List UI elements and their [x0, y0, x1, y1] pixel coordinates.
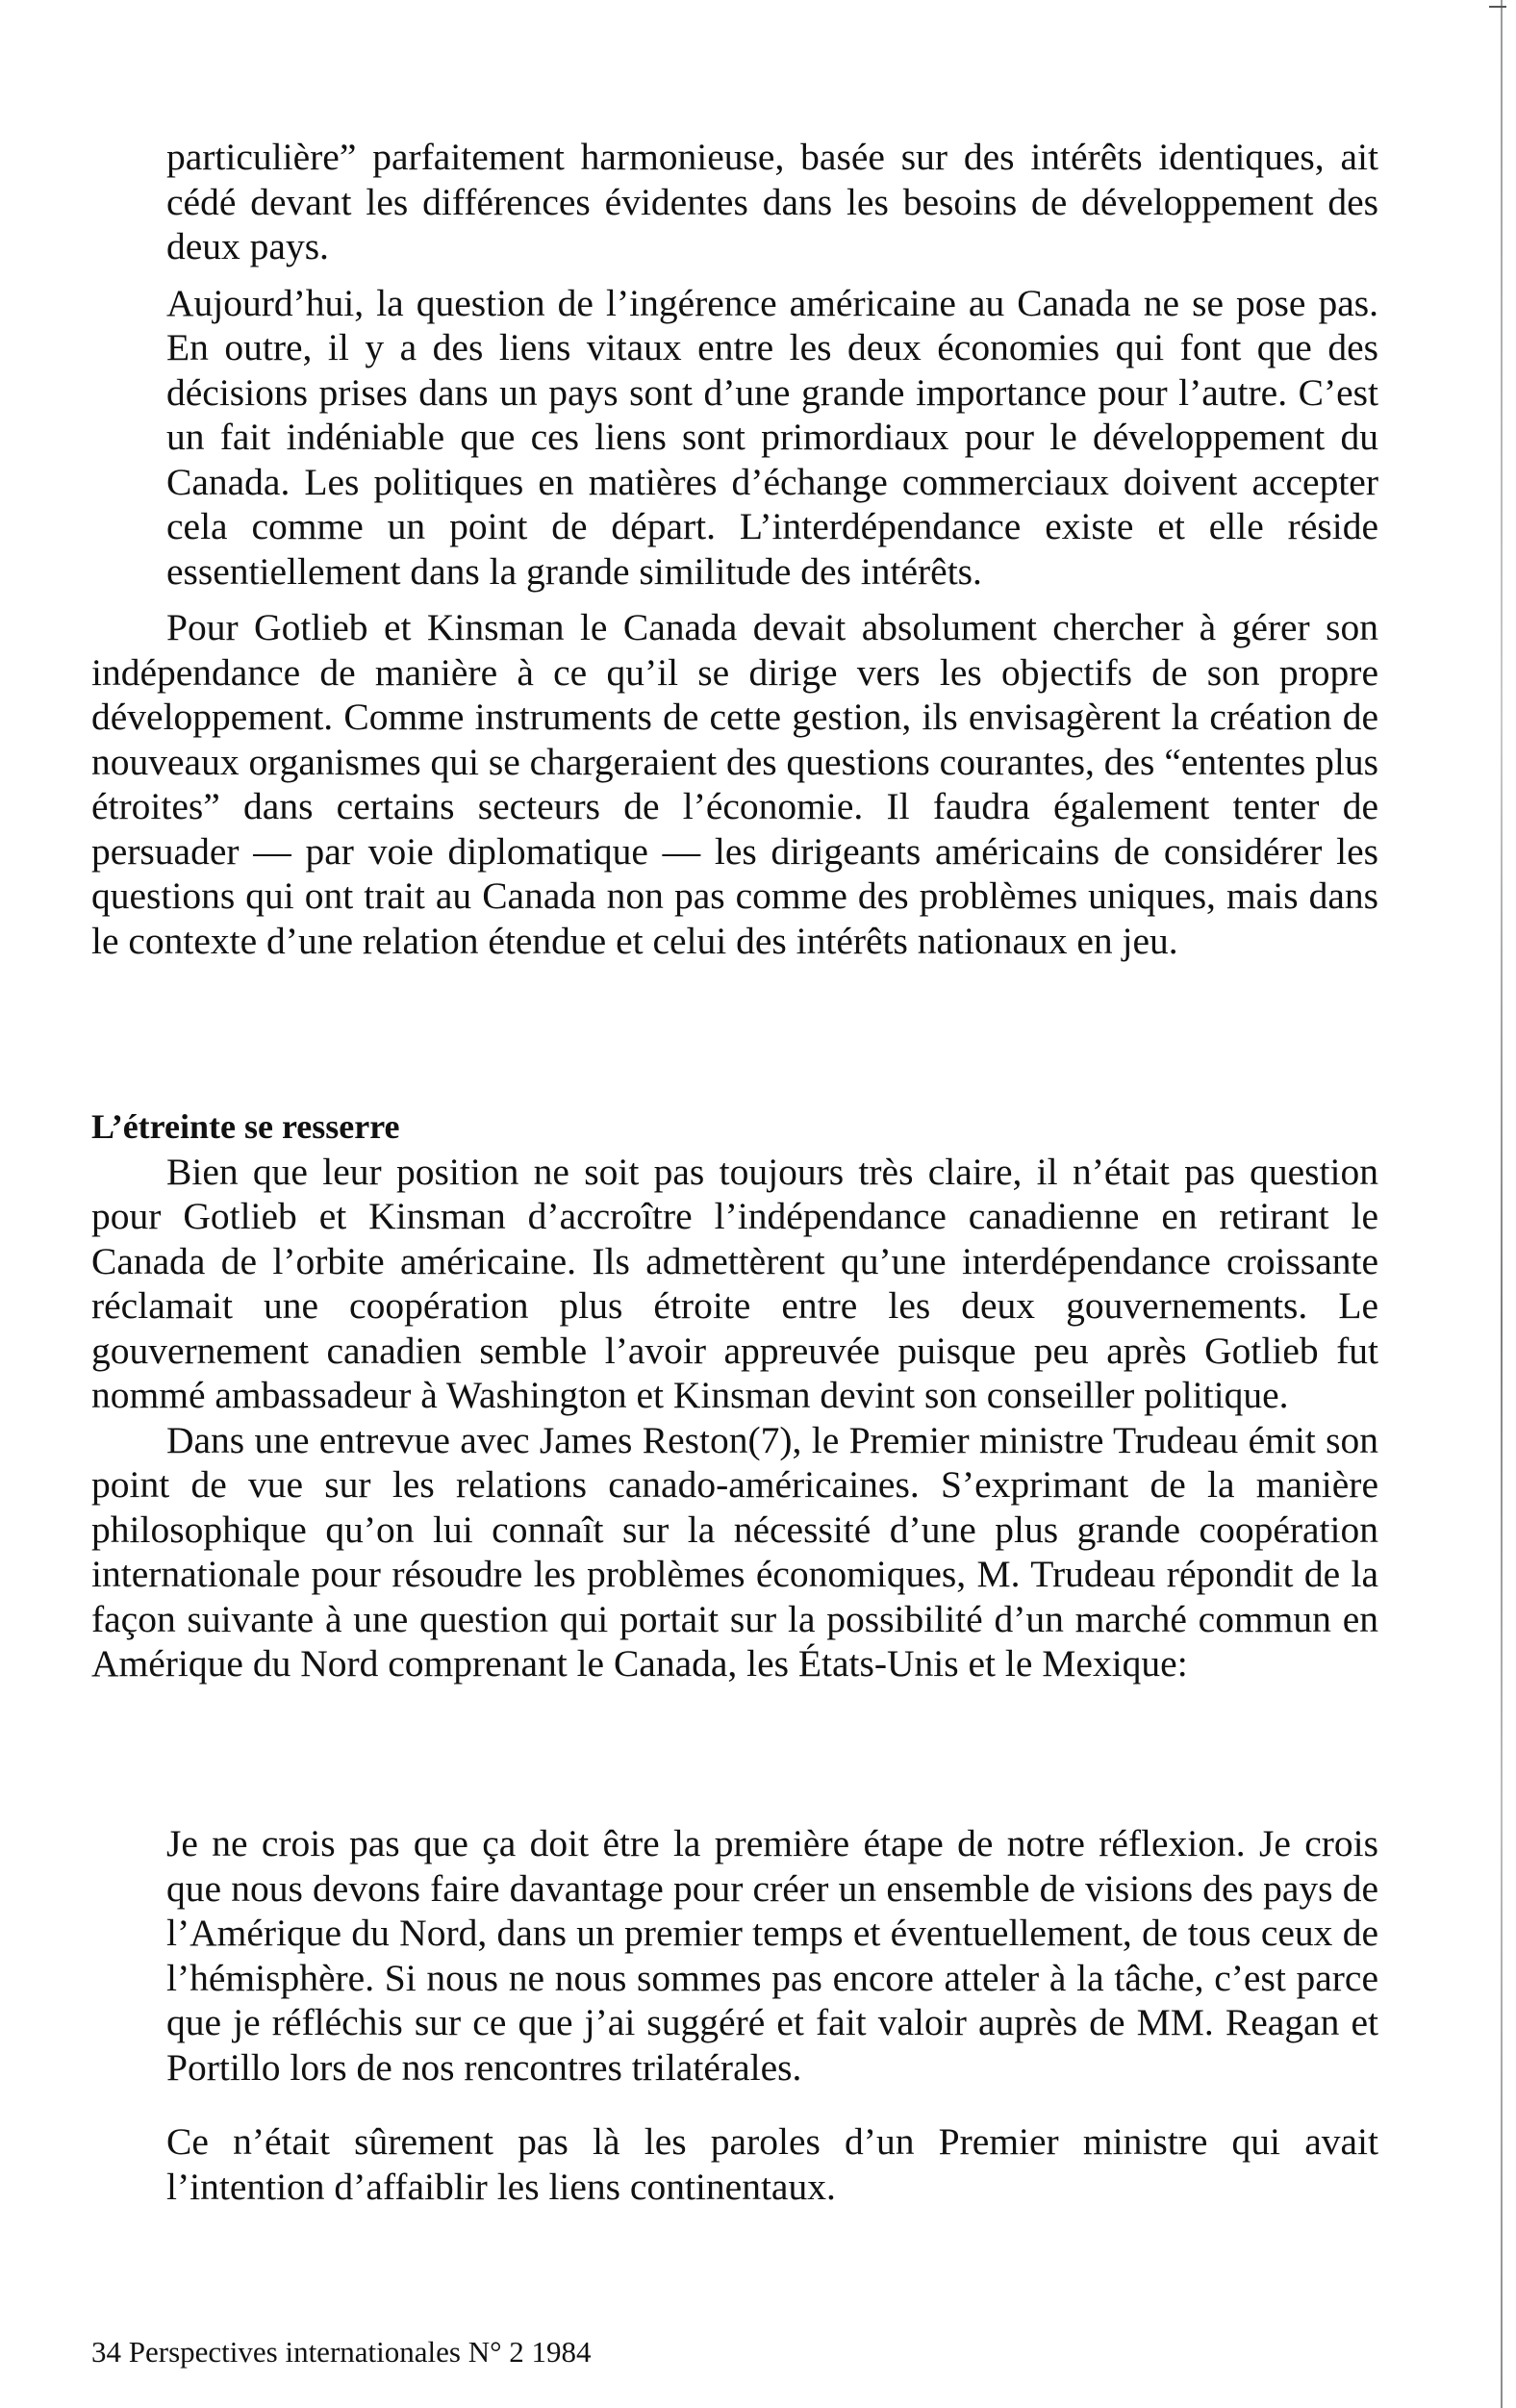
quote-block [91, 1821, 1378, 2090]
section-etreinte [91, 1104, 1378, 1686]
page-edge-tick [1489, 6, 1506, 8]
page-edge-line [1501, 0, 1503, 2408]
closing-paragraph: Ce n’était sûrement pas là les paroles d’un Premier ministre qui avait l’intention d’affaiblir les liens continentaux. [166, 2120, 1378, 2208]
quote-text: Je ne crois pas que ça doit être la première étape de notre réflexion. Je crois que nous devons faire davantage pour créer un ensemble de visions des pays de l’Amérique du Nord, dans un premier temps et éventuellement, de tous ceux de l’hémisphère. Si nous ne nous sommes pas encore atteler à la tâche, c’est parce que je réfléchis sur ce que j’ai suggéré et fait valoir auprès de MM. Reagan et Portillo lors de nos rencontres trilatérales. [166, 1822, 1378, 2089]
section-heading: L’étreinte se resserre [91, 1107, 400, 1146]
closing-block [91, 2119, 1378, 2209]
paragraph-interdependence: Aujourd’hui, la question de l’ingérence américaine au Canada ne se pose pas. En outre, il y a des liens vitaux entre les deux économies qui font que des décisions prises dans un pays sont d’une grande importance pour l’autre. C’est un fait indéniable que ces liens sont primordiaux pour le développement du Canada. Les politiques en matières d’échange commerciaux doivent accepter cela comme un point de départ. L’interdépendance existe et elle réside essentiellement dans la grande similitude des intérêts. [166, 281, 1378, 593]
paragraph-gotlieb-kinsman: Pour Gotlieb et Kinsman le Canada devait absolument chercher à gérer son indépendance de manière à ce qu’il se dirige vers les objectifs de son propre développement. Comme instruments de cette gestion, ils envisagèrent la création de nouveaux organismes qui se chargeraient des questions courantes, des “ententes plus étroites” dans certains secteurs de l’économie. Il faudra également tenter de persuader — par voie diplomatique — les dirigeants américains de considérer les questions qui ont trait au Canada non pas comme des problèmes uniques, mais dans le contexte d’une relation étendue et celui des intérêts nationaux en jeu. [91, 606, 1378, 962]
paragraph-entrevue: Dans une entrevue avec James Reston(7), le Premier ministre Trudeau émit son point de vue sur les relations canado-américaines. S’exprimant de la manière philosophique qu’on lui connaît sur la nécessité d’une plus grande coopération internationale pour résoudre les problèmes économiques, M. Trudeau répondit de la façon suivante à une question qui portait sur la possibilité d’un marché commun en Amérique du Nord comprenant le Canada, les États-Unis et le Mexique: [91, 1418, 1378, 1685]
body-text [91, 135, 1378, 963]
page-footer: 34 Perspectives internationales N° 2 1984 [91, 2335, 592, 2369]
paragraph-position: Bien que leur position ne soit pas toujours très claire, il n’était pas question pour Gotlieb et Kinsman d’accroître l’indépendance canadienne en retirant le Canada de l’orbite américaine. Ils admettèrent qu’une interdépendance croissante réclamait une coopération plus étroite entre les deux gouvernements. Le gouvernement canadien semble l’avoir appreuvée puisque peu après Gotlieb fut nommé ambassadeur à Washington et Kinsman devint son conseiller politique. [91, 1150, 1378, 1416]
paragraph-continuation: particulière” parfaitement harmonieuse, basée sur des intérêts identiques, ait cédé devant les différences évidentes dans les besoins de développement des deux pays. [166, 136, 1378, 267]
